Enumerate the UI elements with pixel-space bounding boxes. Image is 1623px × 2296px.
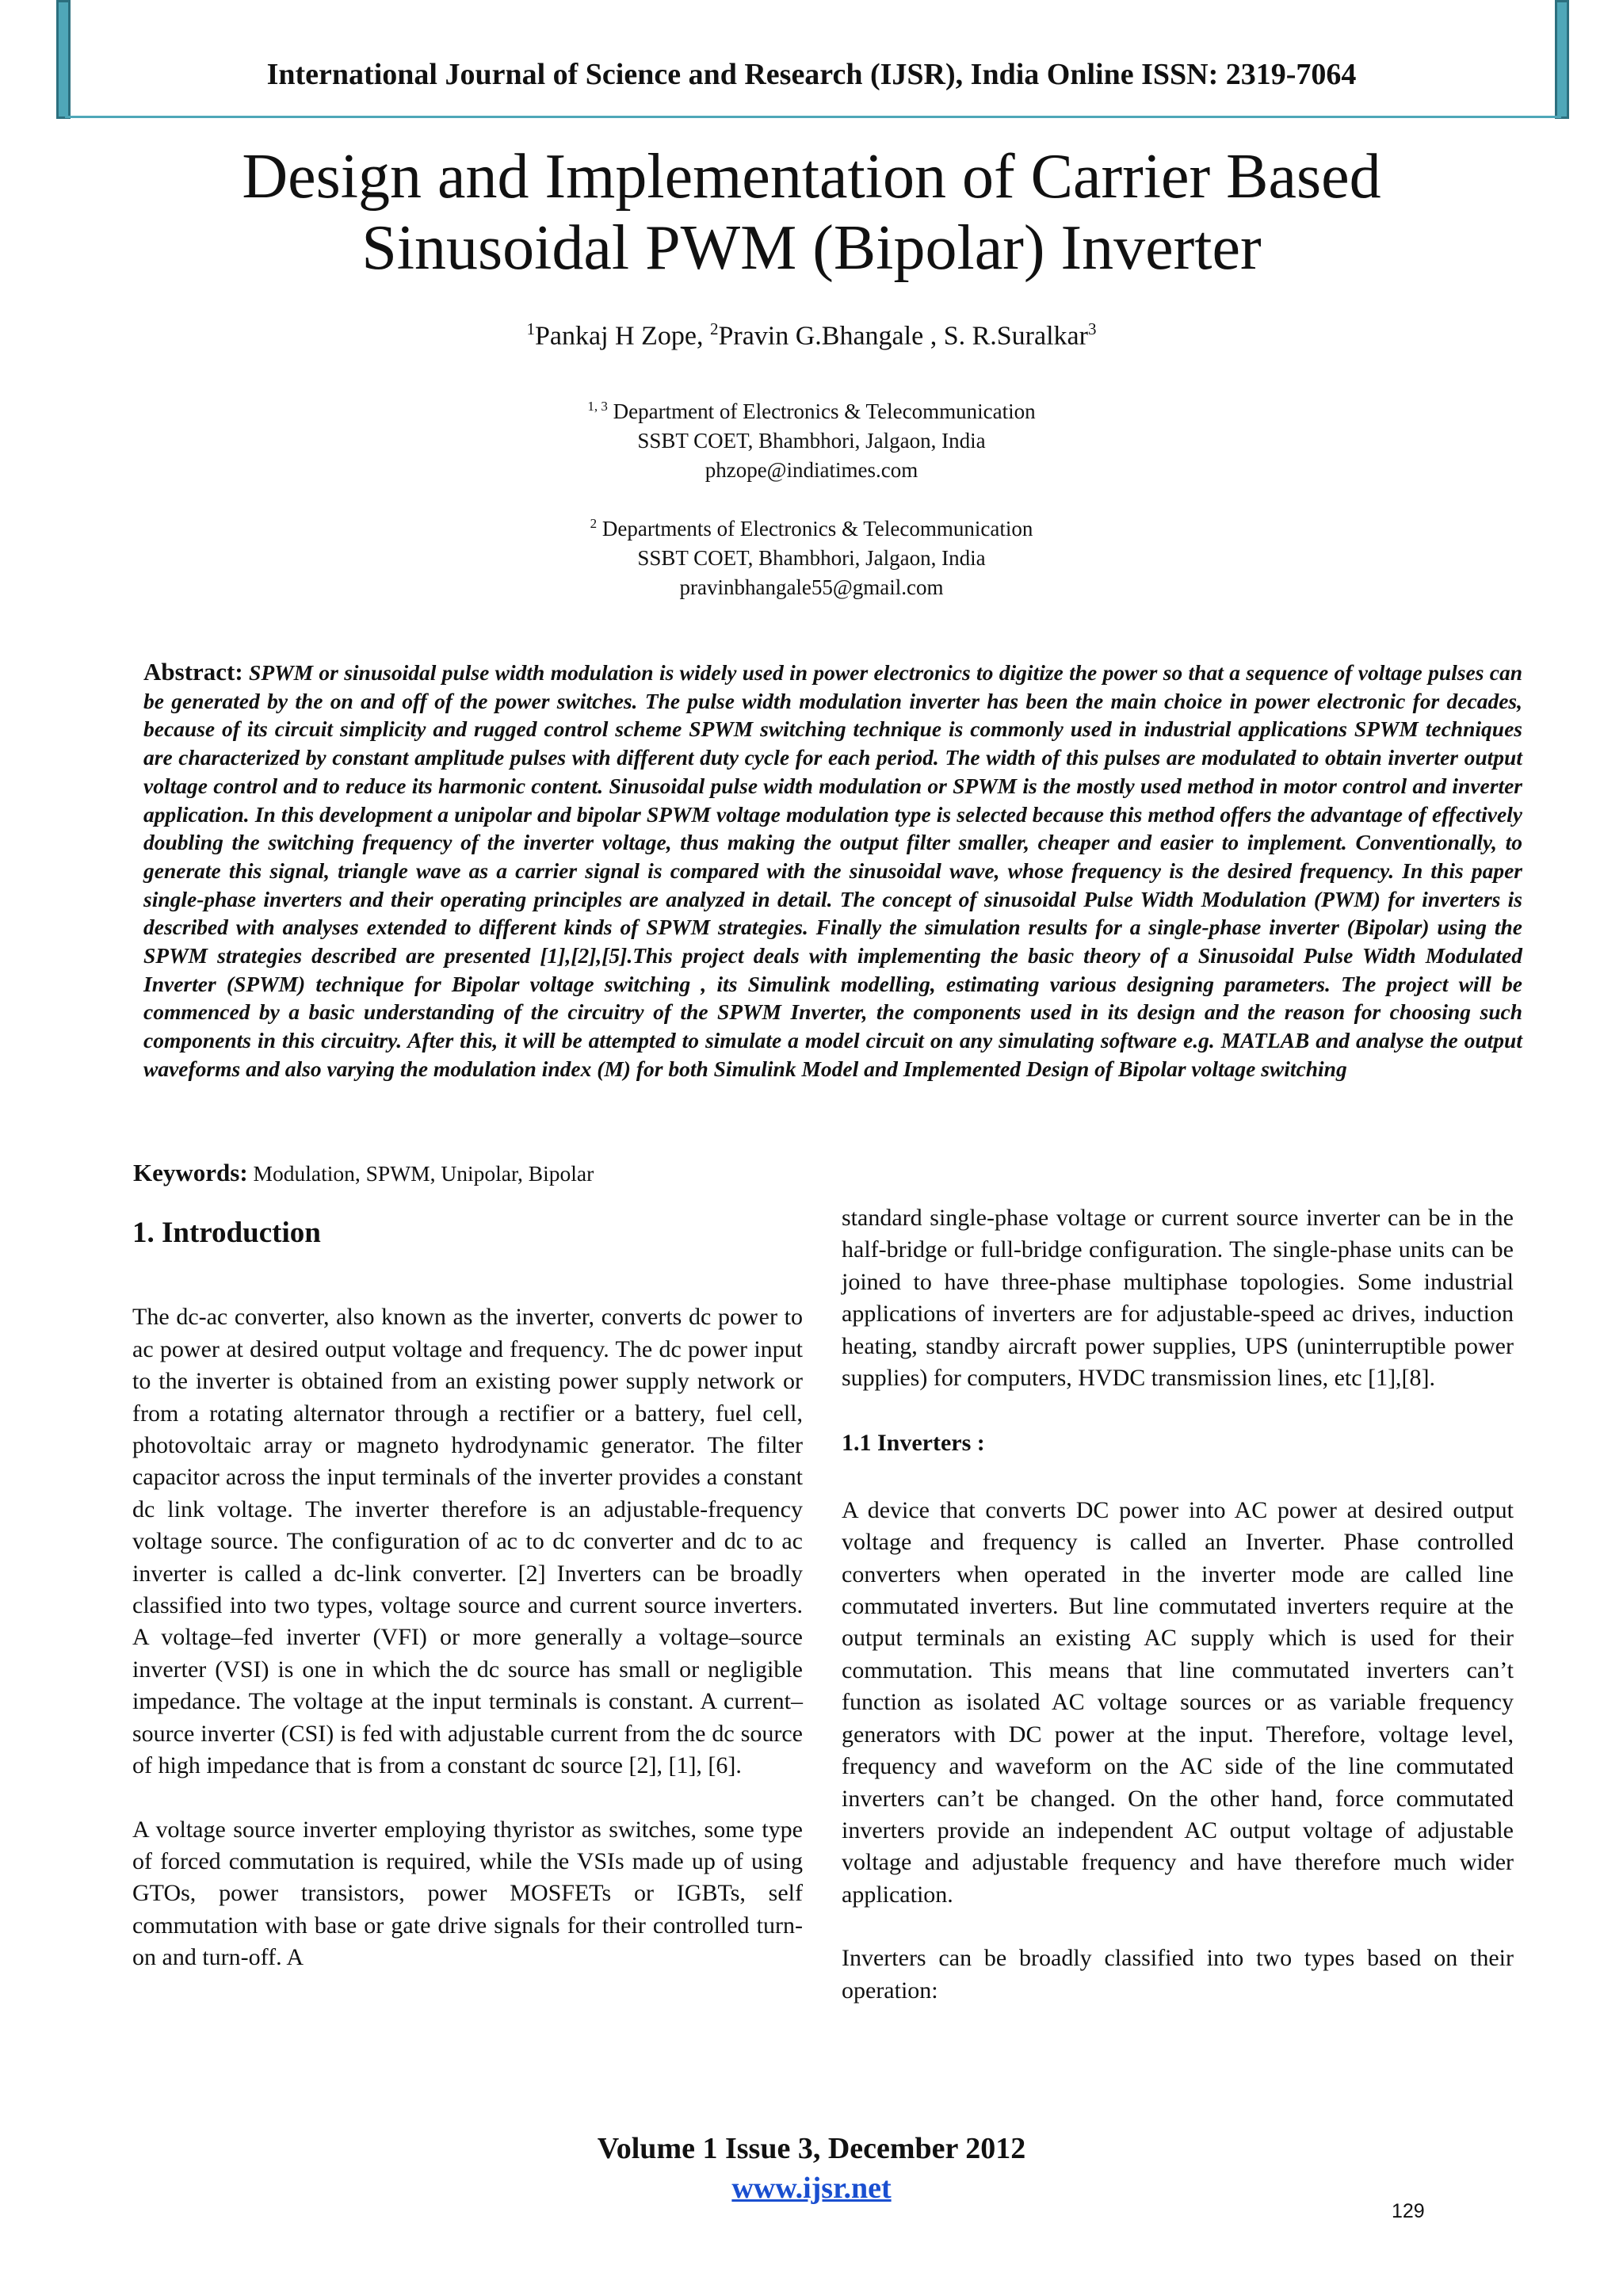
affiliation-2-dept-text: Departments of Electronics & Telecommunication	[597, 517, 1033, 541]
affiliation-2-dept	[0, 509, 1623, 544]
abstract-label: Abstract:	[143, 658, 243, 686]
header-divider	[65, 116, 1561, 118]
abstract	[143, 658, 1522, 1083]
website-link[interactable]: www.ijsr.net	[731, 2172, 892, 2205]
footer	[0, 2129, 1623, 2208]
keywords-text: Modulation, SPWM, Unipolar, Bipolar	[253, 1161, 594, 1186]
journal-header: International Journal of Science and Research (IJSR), India Online ISSN: 2319-7064	[266, 58, 1357, 91]
page-number: 129	[1392, 2200, 1425, 2222]
author-list	[0, 319, 1623, 351]
paper-title	[0, 141, 1623, 284]
title-line-1: Design and Implementation of Carrier Based	[242, 142, 1381, 212]
right-column	[842, 1202, 1514, 2007]
affiliation-2	[0, 509, 1623, 602]
inverters-paragraph-1: A device that converts DC power into AC power at desired output voltage and frequency is called an Inverter. Phase controlled converters when operated in the inverter mode are called line commutated inverters. But line commutated inverters require at the output terminals an existing AC supply which is used for their commutation. This means that line commutated inverters can’t function as isolated AC voltage sources or as variable frequency generators with DC power at the input. Therefore, voltage level, frequency and waveform on the AC side of the line commutated inverters can’t be changed. On the other hand, force commutated inverters provide an independent AC output voltage of adjustable voltage and adjustable frequency and have therefore much wider application.	[842, 1496, 1514, 1908]
title-line-2: Sinusoidal PWM (Bipolar) Inverter	[361, 213, 1262, 283]
affiliation-1-dept-text: Department of Electronics & Telecommunication	[607, 399, 1036, 423]
affiliation-1-dept	[0, 392, 1623, 426]
affiliation-1-superscript: 1, 3	[587, 399, 608, 414]
author-1: Pankaj H Zope,	[535, 321, 710, 351]
abstract-text: SPWM or sinusoidal pulse width modulation is widely used in power electronics to digitize the power so that a sequence of voltage pulses can be generated by the on and off of the power switches. The pulse width modulation inverter has been the main choice in power electronic for decades, because of its circuit simplicity and rugged control scheme SPWM switching technique is commonly used in industrial applications SPWM techniques are characterized by constant amplitude pulses with different duty cycle for each period. The width of this pulses are modulated to obtain inverter output voltage control and to reduce its harmonic content. Sinusoidal pulse width modulation or SPWM is the mostly used method in motor control and inverter application. In this development a unipolar and bipolar SPWM voltage modulation type is selected because this method offers the advantage of effectively doubling the switching frequency of the inverter voltage, thus making the output filter smaller, cheaper and easier to implement. Conventionally, to generate this signal, triangle wave as a carrier signal is compared with the sinusoidal wave, whose frequency is the desired frequency. In this paper single-phase inverters and their operating principles are analyzed in detail. The concept of sinusoidal Pulse Width Modulation (PWM) for inverters is described with analyses extended to different kinds of SPWM strategies. Finally the simulation results for a single-phase inverter (Bipolar) using the SPWM strategies described are presented [1],[2],[5].This project deals with implementing the basic theory of a Sinusoidal Pulse Width Modulated Inverter (SPWM) technique for Bipolar voltage switching , its Simulink modelling, estimating various designing parameters. The project will be commenced by a basic understanding of the circuitry of the SPWM Inverter, the components used in its design and the reason for choosing such components in this circuitry. After this, it will be attempted to simulate a model circuit on any simulating software e.g. MATLAB and analyse the output waveforms and also varying the modulation index (M) for both Simulink Model and Implemented Design of Bipolar voltage switching	[143, 660, 1522, 1081]
affiliation-1	[0, 392, 1623, 485]
left-column	[132, 1197, 803, 1974]
affiliation-2-institute: SSBT COET, Bhambhori, Jalgaon, India	[637, 546, 986, 570]
intro-paragraph-1: The dc-ac converter, also known as the inverter, converts dc power to ac power at desired output voltage and frequency. The dc power input to the inverter is obtained from an existing power supply network or from a rotating alternator through a rectifier or a battery, fuel cell, photovoltaic array or magneto hydrodynamic generator. The filter capacitor across the input terminals of the inverter provides a constant dc link voltage. The inverter therefore is an adjustable-frequency voltage source. The configuration of ac to dc converter and dc to ac inverter is called a dc-link converter. [2] Inverters can be broadly classified into two types, voltage source and current source inverters. A voltage–fed inverter (VFI) or more generally a voltage–source inverter (VSI) is one in which the dc source has small or negligible impedance. The voltage at the input terminals is constant. A current–source inverter (CSI) is fed with adjustable current from the dc source of high impedance that is from a constant dc source [2], [1], [6].	[132, 1304, 803, 1779]
author-2-superscript: 2	[709, 319, 719, 338]
intro-paragraph-2: A voltage source inverter employing thyristor as switches, some type of forced commutation is required, while the VSIs made up of using GTOs, power transistors, power MOSFETs or IGBTs, self commutation with base or gate drive signals for their controlled turn-on and turn-off. A	[132, 1816, 803, 1971]
affiliation-2-superscript: 2	[590, 516, 598, 531]
section-heading-introduction: 1. Introduction	[132, 1217, 321, 1249]
section-heading-inverters: 1.1 Inverters :	[842, 1430, 985, 1457]
volume-issue: Volume 1 Issue 3, December 2012	[597, 2132, 1026, 2165]
keywords-label: Keywords:	[133, 1159, 248, 1186]
right-paragraph-1: standard single-phase voltage or current source inverter can be in the half-bridge or full-bridge configuration. The single-phase units can be joined to have three-phase multiphase topologies. Some industrial applications of inverters are for adjustable-speed ac drives, induction heating, standby aircraft power supplies, UPS (uninterruptible power supplies) for computers, HVDC transmission lines, etc [1],[8].	[842, 1205, 1514, 1392]
keywords	[133, 1159, 594, 1187]
inverters-paragraph-2: Inverters can be broadly classified into two types based on their operation:	[842, 1945, 1514, 2004]
affiliation-1-email[interactable]: phzope@indiatimes.com	[705, 458, 918, 482]
affiliation-1-institute: SSBT COET, Bhambhori, Jalgaon, India	[637, 429, 986, 453]
author-2-3: Pravin G.Bhangale , S. R.Suralkar	[718, 321, 1088, 351]
author-1-superscript: 1	[526, 319, 536, 338]
author-3-superscript: 3	[1087, 319, 1097, 338]
affiliation-2-email[interactable]: pravinbhangale55@gmail.com	[679, 575, 944, 599]
